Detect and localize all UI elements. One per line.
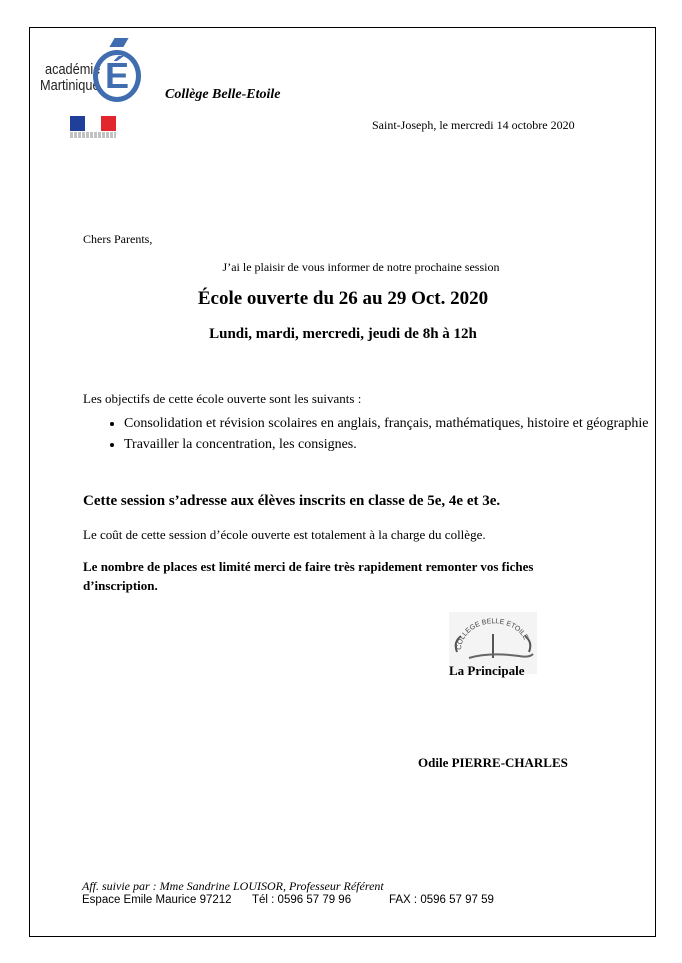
phone: Tél : 0596 57 79 96: [252, 894, 352, 906]
address: Espace Emile Maurice 97212: [82, 894, 232, 906]
republique-flag-icon: [70, 116, 116, 131]
list-item: • Travailler la concentration, les consignes.: [124, 434, 654, 455]
greeting: Chers Parents,: [83, 232, 153, 246]
logo-line2: Martinique: [40, 77, 100, 94]
svg-text:COLLEGE BELLE ETOILE: COLLEGE BELLE ETOILE: [455, 618, 530, 651]
place-date: Saint-Joseph, le mercredi 14 octobre 2020: [372, 118, 575, 132]
intro: J’ai le plaisir de vous informer de notre prochaine session: [222, 260, 500, 274]
fax: FAX : 0596 57 97 59: [389, 894, 494, 906]
signatory-role: La Principale: [449, 663, 525, 678]
objectives-list: [83, 413, 654, 455]
limit-note: Le nombre de places est limité merci de faire très rapidement remonter vos fiches d’inscription.: [83, 559, 534, 593]
objectives-intro: Les objectifs de cette école ouverte sont les suivants :: [83, 391, 362, 406]
flag-caption: [70, 132, 116, 138]
logo-e-icon: É: [93, 50, 141, 102]
title: École ouverte du 26 au 29 Oct. 2020: [197, 288, 489, 309]
target-classes: Cette session s’adresse aux élèves inscrits en classe de 5e, 4e et 3e.: [83, 493, 501, 509]
list-item: • Consolidation et révision scolaires en anglais, français, mathématiques, histoire et géographie: [124, 413, 654, 434]
logo-line1: académie: [45, 61, 101, 78]
followed-by: Aff. suivie par : Mme Sandrine LOUISOR, Professeur Référent: [82, 879, 384, 893]
document-page: [29, 27, 656, 937]
school-name: Collège Belle-Etoile: [165, 87, 281, 102]
cost-note: Le coût de cette session d’école ouverte est totalement à la charge du collège.: [83, 527, 486, 542]
signatory-name: Odile PIERRE-CHARLES: [418, 755, 568, 770]
schedule: Lundi, mardi, mercredi, jeudi de 8h à 12h: [209, 326, 477, 342]
